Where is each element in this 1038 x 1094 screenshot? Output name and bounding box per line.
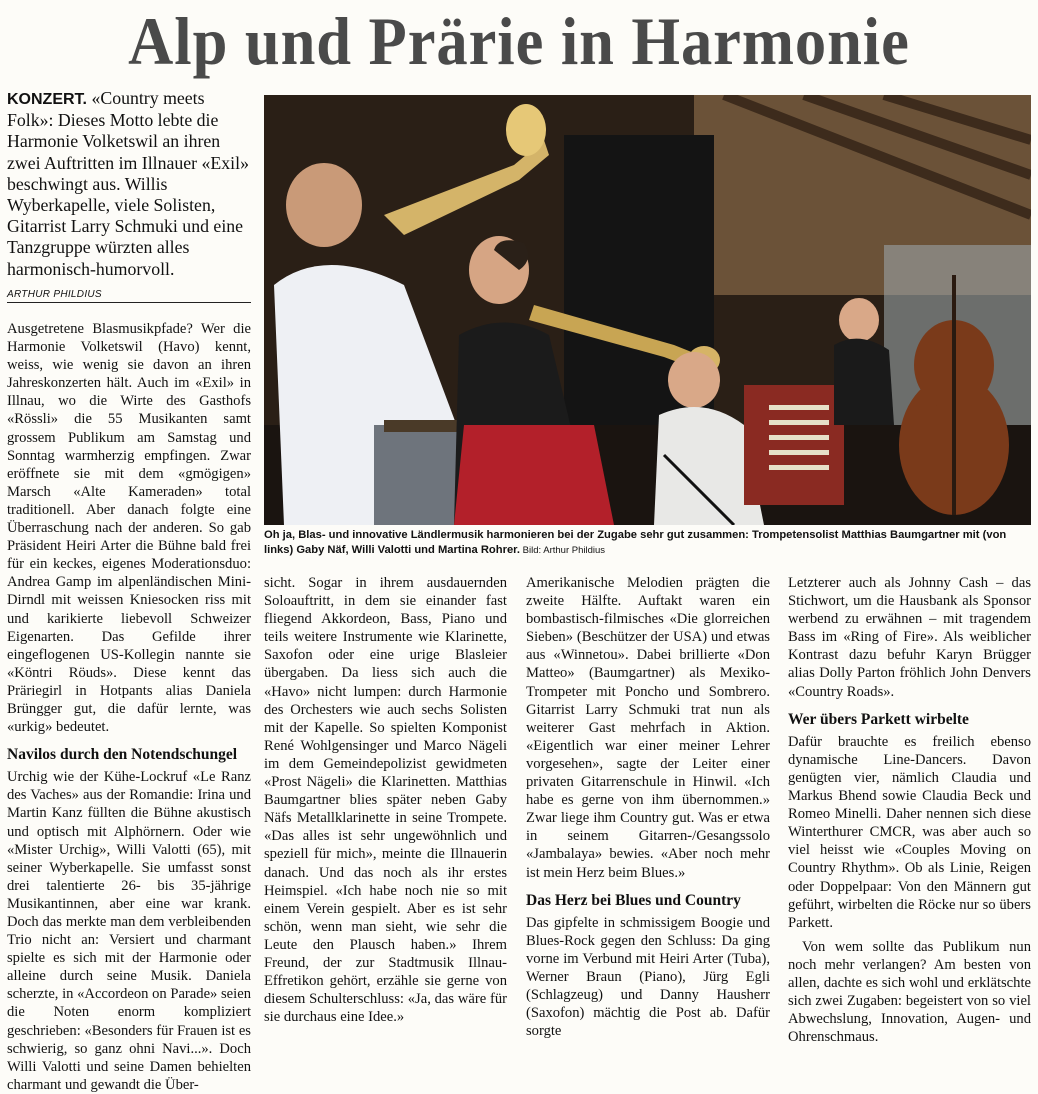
column-4 — [788, 574, 1031, 1046]
col2-paragraph-1: sicht. Sogar in ihrem ausdauernden Soloauftritt, in dem sie einander fast fliegend Akkordeon, Bass, Piano und teils weitere Instrumente wie Klarinette, Saxofon oder eine urige Blasleier übergaben. Da liess sich auch die «Havo» nicht lumpen: durch Harmonie des Orchesters wie auch sechs Solisten mit der Kapelle. So spielten Komponist René Wohlgensinger und Marco Nägeli im dem Gemeindepolizist gewidmeten «Prost Nägeli» die Klarinetten. Matthias Baumgartner blies später neben Gaby Näfs Metallklarinette in seine Trompete. «Das alles ist sehr ungewöhnlich und speziell für mich», meinte die Illnauerin danach. Und das noch als ihr erstes Heimspiel. «Ich habe noch nie so mit einem Verein gespielt. Aber es ist sehr schön, wenn man sieht, wie sehr die Leute den Plausch haben.» Ihrem Freund, der zur Stadtmusik Illnau-Effretikon gehört, erzähle sie gerne von diesem Schulterschluss: «Ja, das wäre für sie durchaus eine Idee.» — [264, 575, 507, 1026]
concert-photo — [264, 95, 1031, 525]
col1-paragraph-1: Ausgetretene Blasmusikpfade? Wer die Harmonie Volketswil (Havo) kennt, weiss, wie wenig sie davon an ihren Jahreskonzerten hält. Auch im «Exil» in Illnau, wo die Wirte des Gasthofs «Rössli» die 55 Musikanten samt grossem Publikum am Samstag und Sonntag warmherzig empfingen. Zwar eröffnete sie mit dem «gmögigen» Marsch «Alte Kameraden» total traditionell. Aber danach folgte eine Überraschung nach der anderen. So gab Präsident Heiri Arter die Bühne bald frei für ein keckes, eigenes Moderationsduo: Andrea Gamp im alpenländischen Mini-Dirndl mit weissen Kniesocken riss mit und karikierte liebevoll Schweizer Eigenarten. Das Gefilde ihrer eingeflogenen US-Kollegin nannte sie «Köntri Röuds». Diese kennt das Präriegirl in Hotpants alias Daniela Brüngger gut, die dafür lernte, was «urkig» bedeutet. — [7, 321, 251, 736]
photo-caption — [264, 528, 1031, 558]
column-1 — [7, 320, 251, 1094]
lead-paragraph — [7, 88, 251, 280]
col1-subhead: Navilos durch den Notendschungel — [7, 746, 238, 764]
col3-subhead: Das Herz bei Blues und Country — [526, 891, 741, 909]
concert-photo-illustration — [264, 95, 1031, 525]
column-2 — [264, 574, 507, 1026]
caption-credit: Bild: Arthur Phildius — [520, 545, 606, 556]
col4-paragraph-1: Letzterer auch als Johnny Cash – das Stichwort, um die Hausbank als Sponsor werbend zu erwähnen – mit tragendem Bass im «Ring of Fire». Als weiblicher Kontrast dazu befuhr Karyn Brügger alias Dolly Parton fröhlich John Denvers «Country Roads». — [788, 575, 1031, 700]
col4-paragraph-3: Von wem sollte das Publikum nun noch mehr verlangen? Am besten von allen, dachte es sich wohl und erklätschte sich zwei Zugaben: begeistert von so viel Abwechslung, Innovation, Augen- und Ohrenschmaus. — [788, 938, 1031, 1046]
col4-subhead: Wer übers Parkett wirbelte — [788, 710, 969, 728]
caption-text: Oh ja, Blas- und innovative Ländlermusik harmonieren bei der Zugabe sehr gut zusammen: Trompetensolist Matthias Baumgartner mit (von links) Gaby Näf, Willi Valotti und Martina Rohrer. — [264, 529, 1007, 556]
lead-kicker: KONZERT. — [7, 91, 87, 108]
col1-paragraph-2: Urchig wie der Kühe-Lockruf «Le Ranz des Vaches» aus der Romandie: Irina und Martin Kanz füllten die Bühne akustisch und optisch mit Alphörnern. Oder wie «Mister Urchig», Willi Valotti (65), mit seiner Wyberkapelle. Sie umfasst sonst drei talentierte 26- bis 35-jährige Musikantinnen, aber eine war krank. Doch das merkte man dem verbleibenden Trio nicht an: Versiert und charmant spielte es sich mit der Harmonie oder alleine durch seine Musik. Daniela scherzte, in «Accordeon on Parade» seien die Noten enorm kompliziert geschrieben: «Besonders für Frauen ist es schwierig, so ganz ohni Navi...». Doch Willi Valotti und seine Damen behielten charmant und gewandt die Über- — [7, 769, 251, 1093]
byline: ARTHUR PHILDIUS — [7, 289, 251, 303]
lead-text: «Country meets Folk»: Dieses Motto lebte die Harmonie Volketswil an ihren zwei Auftritten im Illnauer «Exil» beschwingt aus. Willis Wyberkapelle, viele Solisten, Gitarrist Larry Schmuki und eine Tanzgruppe würzten alles harmonisch-humorvoll. — [7, 88, 249, 279]
col3-paragraph-1: Amerikanische Melodien prägten die zweite Hälfte. Auftakt waren ein bombastisch-filmisches «Die glorreichen Sieben» (Beschützer der USA) und etwas aus «Winnetou». Dabei brillierte «Don Matteo» (Baumgartner) als Mexiko-Trompeter mit Poncho und Sombrero. Gitarrist Larry Schmuki trat nun als weiterer Gast mehrfach in Aktion. «Eigentlich war einer meiner Lehrer vorgesehen», sagte der Leiter einer privaten Gitarrenschule in Hinwil. «Ich habe es gerne von ihm übernommen.» Zwar liege ihm Country gut. Was er etwa in seinem Gitarren-/Gesangssolo «Jambalaya» bewies. «Aber noch mehr ist mein Herz beim Blues.» — [526, 575, 770, 881]
col3-paragraph-2: Das gipfelte in schmissigem Boogie und Blues-Rock gegen den Schluss: Da ging vorne im Verbund mit Heiri Arter (Tuba), Werner Braun (Piano), Jürg Egli (Schlagzeug) und Danny Hausherr (Saxofon) mächtig die Post ab. Dafür sorgte — [526, 914, 770, 1040]
headline: Alp und Prärie in Harmonie — [128, 3, 910, 79]
col4-paragraph-2: Dafür brauchte es freilich ebenso dynamische Line-Dancers. Davon genügten vier, nämlich Claudia und Markus Bhend sowie Claudia Beck und Romeo Minelli. Daher nennen sich diese Winterthurer CMCR, was aber auch so viel heisst wie «Couples Moving on Country Rhythm». Ob als Linie, Reigen oder Doppelpaar: Von den Männern gut geführt, wirbelten die Röcke nur so übers Parkett. — [788, 733, 1031, 931]
column-3 — [526, 574, 770, 1040]
